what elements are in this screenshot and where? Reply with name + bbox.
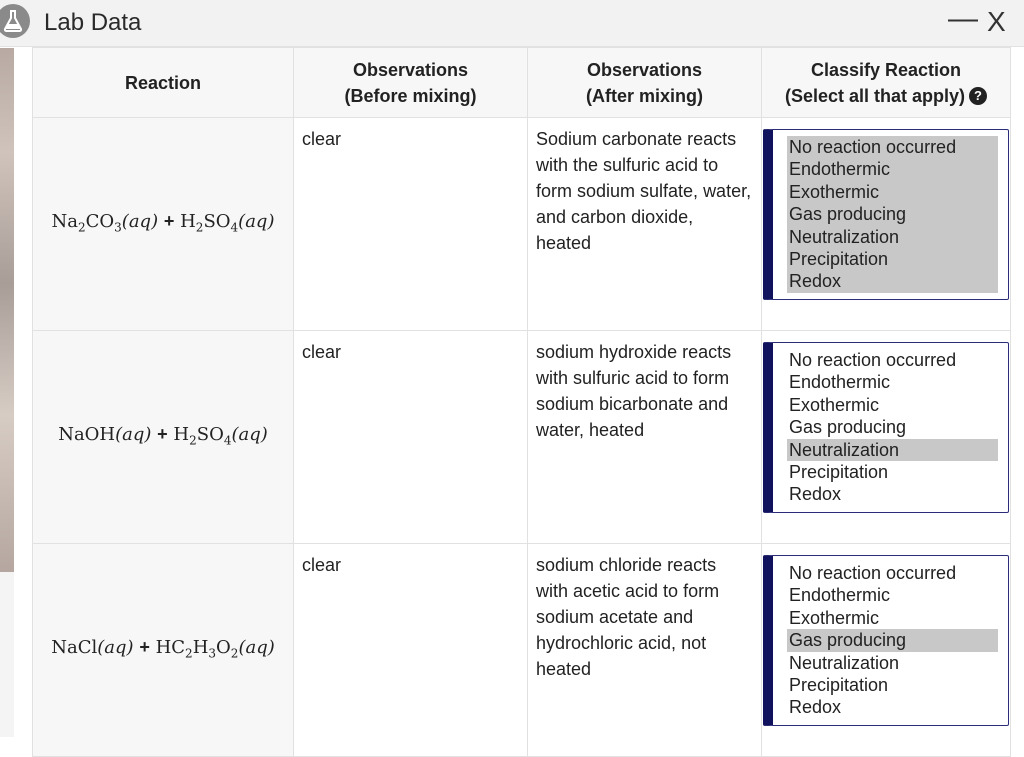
formula-subscript: 4 — [230, 220, 239, 235]
classify-option[interactable]: No reaction occurred — [789, 350, 957, 370]
reaction-cell — [33, 331, 294, 544]
formula-subscript: 2 — [189, 433, 197, 448]
header-before — [294, 48, 528, 118]
state-label: (aq) — [231, 423, 268, 445]
classify-option[interactable]: Redox — [787, 270, 998, 292]
formula-part: H — [173, 423, 190, 445]
classify-option[interactable]: Neutralization — [789, 652, 900, 673]
classify-select[interactable] — [763, 342, 1009, 513]
header-before-line1: Observations — [352, 59, 469, 80]
classify-option[interactable]: Redox — [789, 484, 842, 505]
formula-subscript: 2 — [185, 646, 193, 661]
classify-option[interactable]: Exothermic — [787, 181, 998, 203]
classify-option[interactable]: Exothermic — [789, 394, 880, 415]
classify-option[interactable]: Endothermic — [789, 585, 891, 606]
classify-option[interactable]: Exothermic — [789, 607, 880, 628]
classify-option[interactable]: Gas producing — [787, 629, 998, 651]
plus-sign: + — [139, 636, 150, 657]
reaction-cell — [33, 544, 294, 757]
state-label: (aq) — [121, 210, 159, 232]
formula-part: NaOH — [58, 423, 116, 445]
formula-subscript: 4 — [223, 433, 232, 448]
classify-option[interactable]: Redox — [789, 697, 842, 718]
close-button[interactable]: X — [987, 6, 1006, 37]
formula-part: SO — [203, 210, 231, 232]
classify-cell — [762, 331, 1011, 544]
header-reaction — [33, 48, 294, 118]
help-icon[interactable]: ? — [969, 87, 987, 105]
header-classify — [762, 48, 1011, 118]
table-row — [33, 544, 1011, 757]
classify-option[interactable]: Gas producing — [787, 203, 998, 225]
classify-option[interactable]: No reaction occurred — [787, 136, 998, 158]
formula-subscript: 2 — [230, 646, 239, 661]
state-label: (aq) — [97, 636, 134, 658]
state-label: (aq) — [238, 636, 275, 658]
header-after-line2: (After mixing) — [586, 85, 703, 106]
classify-cell — [762, 544, 1011, 757]
window-title: Lab Data — [44, 9, 142, 36]
classify-option[interactable]: Endothermic — [789, 372, 891, 393]
state-label: (aq) — [115, 423, 152, 445]
classify-option[interactable]: Precipitation — [789, 675, 889, 696]
formula-part: HC — [155, 636, 186, 658]
classify-option[interactable]: Neutralization — [787, 439, 998, 461]
header-before-line2: (Before mixing) — [344, 85, 477, 106]
header-classify-line1: Classify Reaction — [810, 59, 962, 80]
formula-part: H — [192, 636, 209, 658]
plus-sign: + — [157, 423, 168, 444]
plus-sign: + — [163, 210, 175, 231]
formula-part: O — [216, 636, 231, 658]
classify-option[interactable]: No reaction occurred — [789, 563, 957, 583]
formula-subscript: 2 — [195, 220, 204, 235]
formula-subscript: 3 — [208, 646, 217, 661]
classify-option[interactable]: Endothermic — [787, 158, 998, 180]
state-label: (aq) — [238, 210, 275, 232]
classify-option[interactable]: Neutralization — [787, 226, 998, 248]
formula-subscript: 2 — [77, 220, 86, 235]
lab-data-panel — [14, 47, 1024, 737]
header-after-line1: Observations — [586, 59, 703, 80]
formula-part: NaCl — [51, 636, 98, 658]
formula-part: H — [180, 210, 196, 232]
observation-before: clear — [294, 544, 528, 757]
header-after — [528, 48, 762, 118]
table-row — [33, 331, 1011, 544]
observation-before: clear — [294, 331, 528, 544]
flask-icon — [0, 4, 30, 38]
classify-option[interactable]: Gas producing — [789, 417, 907, 438]
observation-after: sodium chloride reacts with acetic acid to form sodium acetate and hydrochloric acid, not heated — [528, 544, 762, 757]
observation-after: Sodium carbonate reacts with the sulfuric acid to form sodium sulfate, water, and carbon dioxide, heated — [528, 118, 762, 331]
lab-data-table — [32, 47, 1011, 757]
table-row — [33, 118, 1011, 331]
header-classify-line2: (Select all that apply) — [784, 85, 966, 106]
classify-select[interactable] — [763, 129, 1009, 300]
formula-part: CO — [85, 210, 115, 232]
classify-option[interactable]: Precipitation — [789, 462, 889, 483]
classify-option[interactable]: Precipitation — [787, 248, 998, 270]
header-reaction-label: Reaction — [124, 72, 202, 93]
title-bar — [0, 0, 1024, 47]
minimize-button[interactable]: — — [948, 2, 978, 35]
classify-cell — [762, 118, 1011, 331]
classify-select[interactable] — [763, 555, 1009, 726]
background-strip — [0, 572, 14, 737]
formula-subscript: 3 — [114, 220, 122, 235]
formula-part: SO — [196, 423, 224, 445]
background-photo — [0, 48, 14, 572]
formula-part: Na — [51, 210, 78, 232]
observation-after: sodium hydroxide reacts with sulfuric acid to form sodium bicarbonate and water, heated — [528, 331, 762, 544]
observation-before: clear — [294, 118, 528, 331]
reaction-cell — [33, 118, 294, 331]
